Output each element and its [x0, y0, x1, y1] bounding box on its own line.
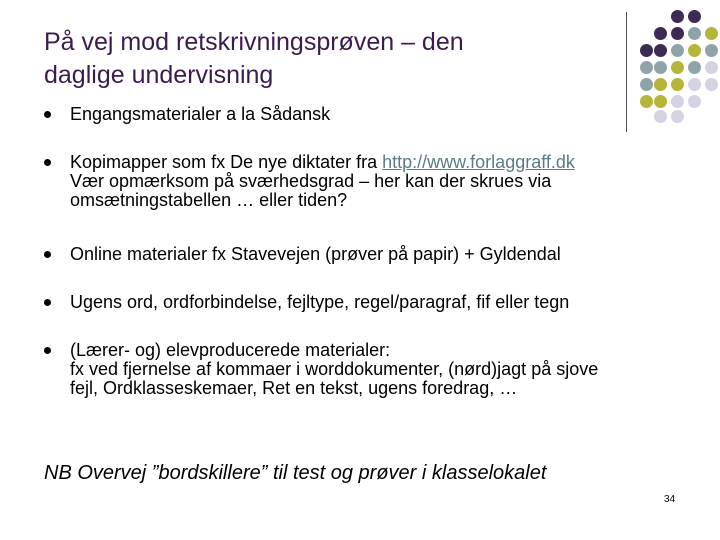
decor-dot: [640, 78, 653, 91]
title-line-2: daglige undervisning: [44, 61, 274, 89]
bullet-text-line-2: Vær opmærksom på sværhedsgrad – her kan der skrues via: [70, 171, 552, 191]
page-number: 34: [664, 494, 676, 505]
bullet-marker: [44, 159, 51, 166]
decor-dot: [654, 78, 667, 91]
bullet-text: Online materialer fx Stavevejen (prøver på papir) + Gyldendal: [70, 244, 561, 264]
bullet-text-line-3: omsætningstabellen … eller tiden?: [70, 190, 348, 210]
decor-dot: [654, 27, 667, 40]
decor-dot: [705, 27, 718, 40]
decor-dot: [671, 44, 684, 57]
bullet-text-line-2: fx ved fjernelse af kommaer i worddokumenter, (nørd)jagt på sjove: [70, 359, 599, 379]
slide-title: [44, 26, 604, 92]
bullet-text: [70, 153, 684, 172]
bullet-marker: [44, 299, 51, 306]
forlaggraff-link[interactable]: http://www.forlaggraff.dk: [382, 152, 575, 172]
decor-dot: [671, 78, 684, 91]
decor-dot: [671, 61, 684, 74]
bullet-text: Engangsmaterialer a la Sådansk: [70, 104, 331, 124]
decor-dot: [640, 61, 653, 74]
title-line-1: På vej mod retskrivningsprøven – den: [44, 28, 464, 56]
decor-dot: [688, 78, 701, 91]
note-text: NB Overvej ”bordskillere” til test og prøver i klasselokalet: [44, 462, 547, 484]
decorative-dot-grid: [640, 10, 720, 120]
decor-dot: [640, 44, 653, 57]
decor-dot: [654, 61, 667, 74]
bullet-marker: [44, 251, 51, 258]
decor-dot: [688, 10, 701, 23]
decor-dot: [705, 61, 718, 74]
decor-dot: [705, 44, 718, 57]
decor-dot: [671, 27, 684, 40]
decor-dot: [671, 10, 684, 23]
bullet-marker: [44, 111, 51, 118]
decor-dot: [705, 78, 718, 91]
decor-dot: [688, 44, 701, 57]
decor-dot: [688, 61, 701, 74]
bullet-text-prefix: Kopimapper som fx De nye diktater fra: [70, 152, 383, 172]
bullet-text: (Lærer- og) elevproducerede materialer:: [70, 340, 391, 360]
decor-dot: [688, 27, 701, 40]
decor-dot: [654, 44, 667, 57]
bullet-text-line-3: fejl, Ordklasseskemaer, Ret en tekst, ugens foredrag, …: [70, 378, 518, 398]
bullet-text: Ugens ord, ordforbindelse, fejltype, regel/paragraf, fif eller tegn: [70, 292, 570, 312]
decor-dot: [688, 95, 701, 108]
bullet-marker: [44, 347, 51, 354]
